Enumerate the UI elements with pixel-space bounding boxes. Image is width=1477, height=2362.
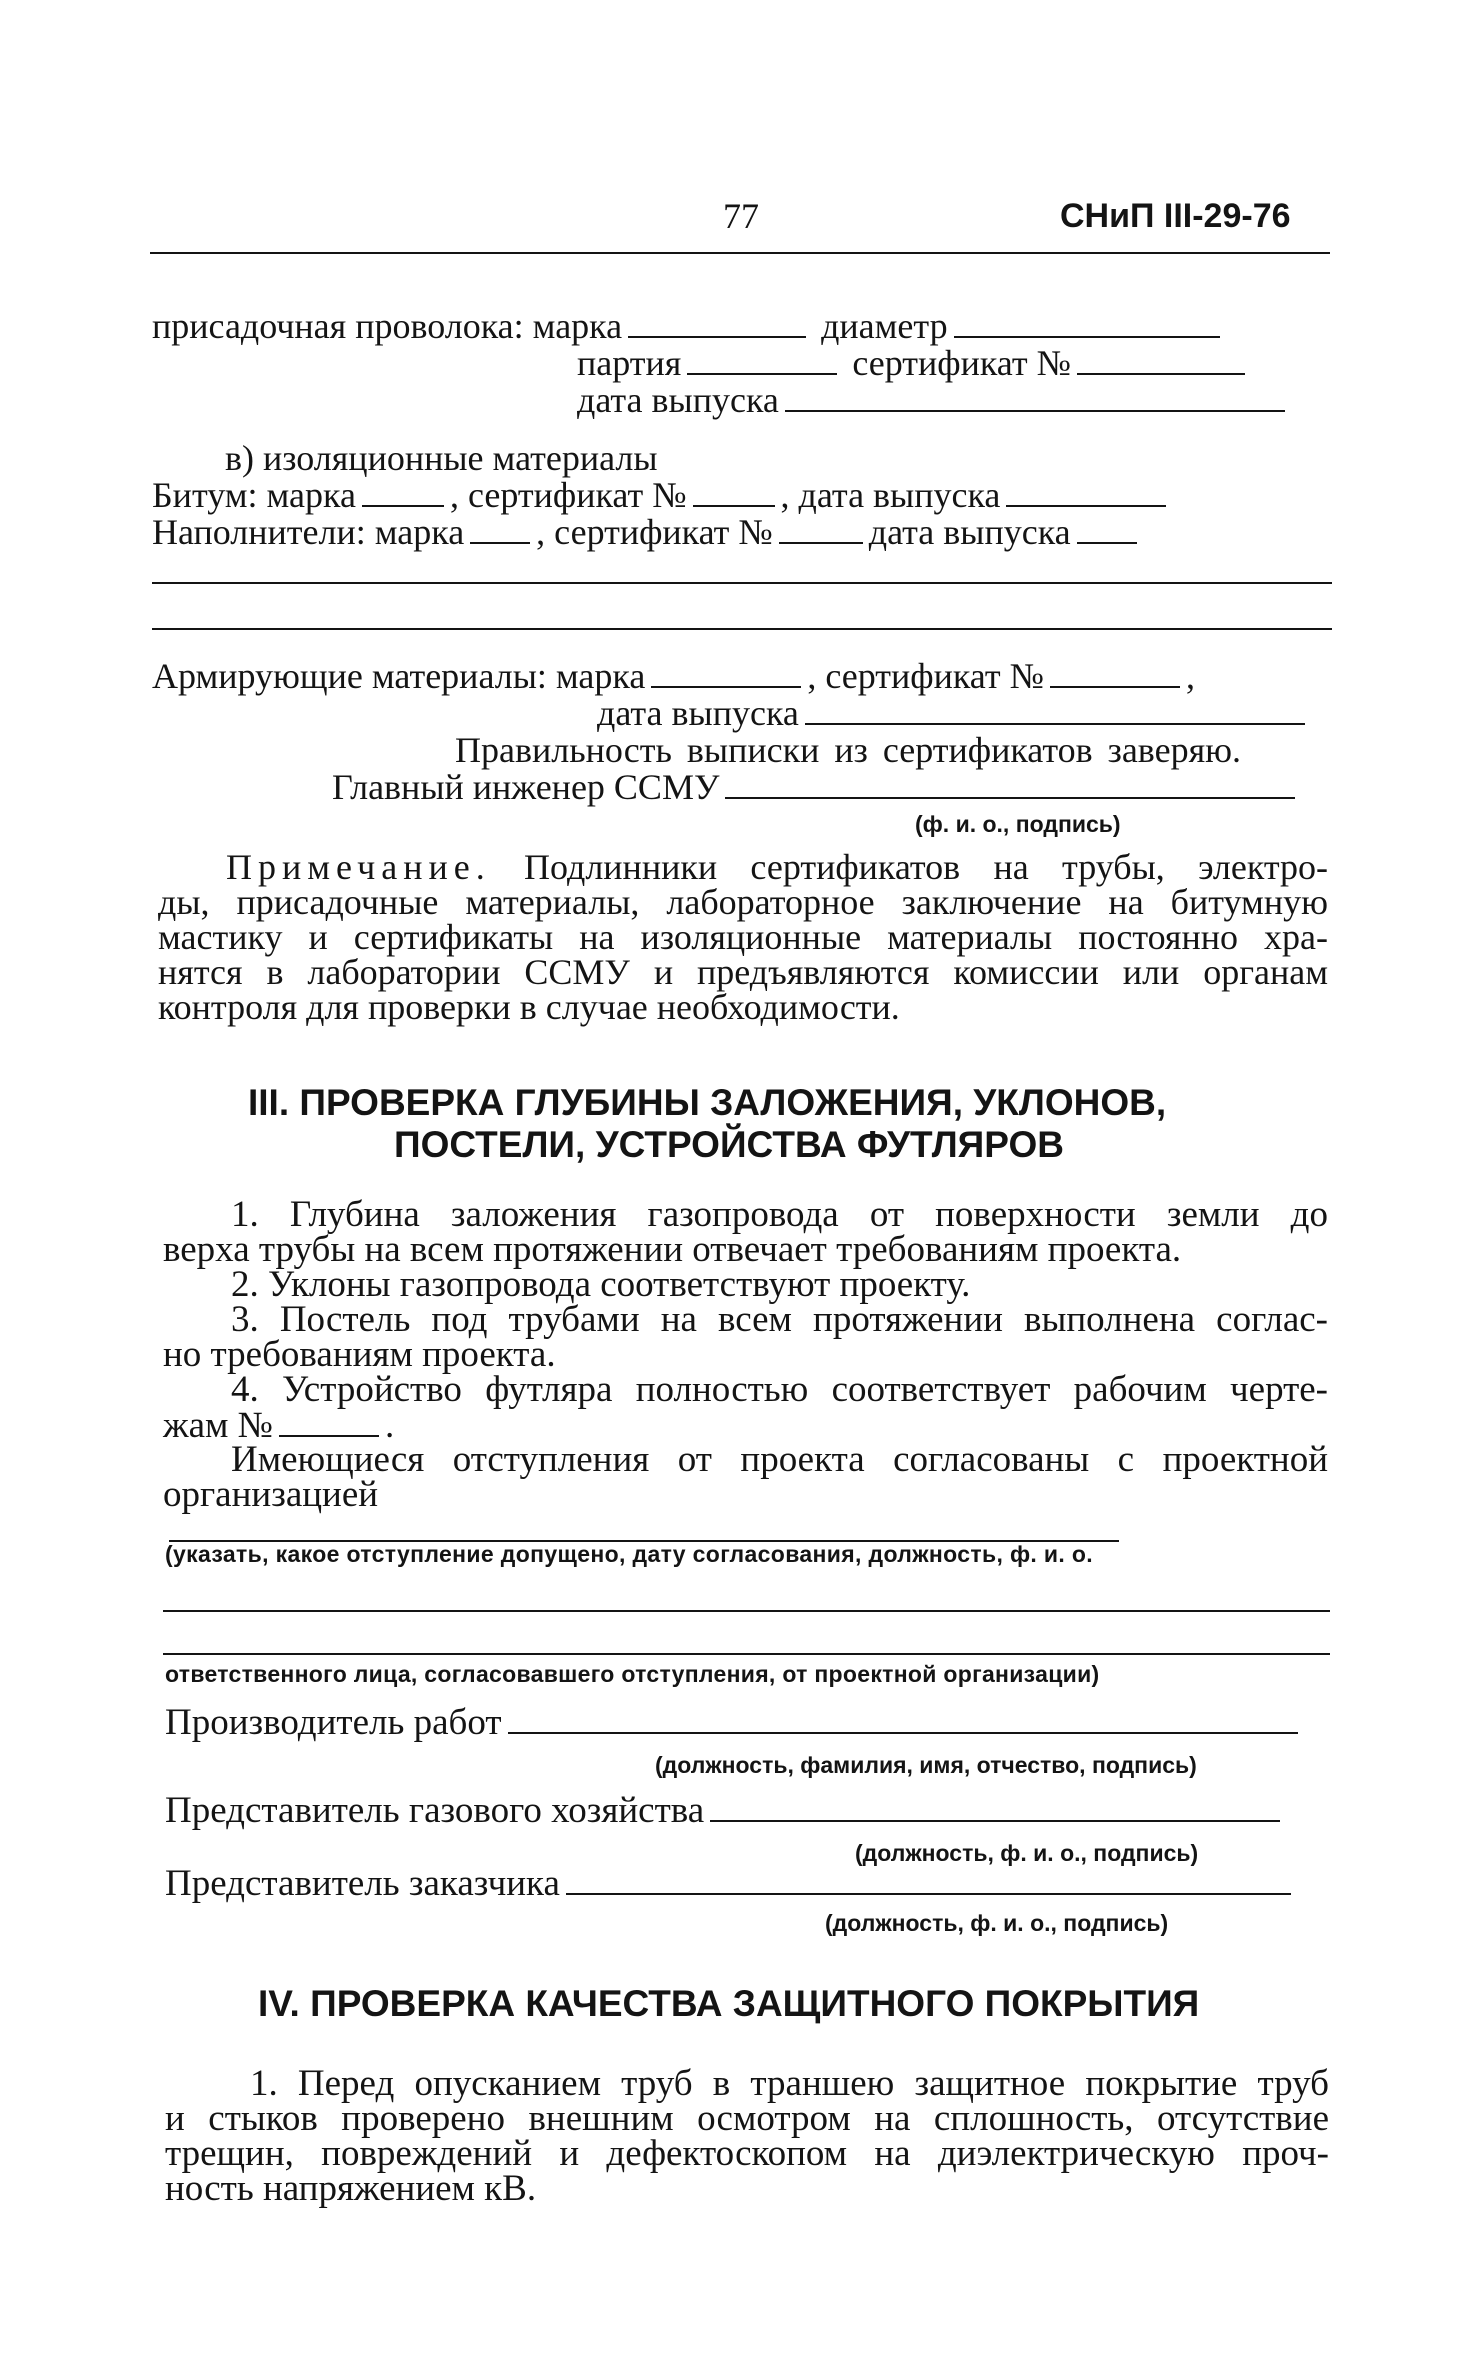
note-line-2: ды, присадочные материалы, лабораторное заключение на битумную xyxy=(158,882,1328,922)
deviation-blank-line-1[interactable] xyxy=(163,1610,1330,1612)
customer-rep-row xyxy=(165,1863,1297,1904)
s3-deviation-line1: Имеющиеся отступления от проекта согласованы с проектной xyxy=(231,1439,1328,1480)
s4-line1: 1. Перед опусканием труб в траншею защитное покрытие труб xyxy=(250,2063,1329,2104)
blank-line-1[interactable] xyxy=(152,582,1332,584)
fillers-date-label: дата выпуска xyxy=(868,512,1071,552)
filler-wire-row xyxy=(152,306,1226,346)
filler-wire-certificate-label: сертификат № xyxy=(852,343,1071,383)
reinforcing-cert-label: , сертификат № xyxy=(807,656,1044,696)
s3-p3-line2: но требованиям проекта. xyxy=(163,1334,556,1375)
bitumen-cert-label: , сертификат № xyxy=(449,475,687,515)
s3-p1-line2: верха трубы на всем протяжении отвечает требованиям проекта. xyxy=(163,1229,1182,1270)
chief-engineer-blank[interactable] xyxy=(725,767,1295,799)
filler-wire-brand-blank[interactable] xyxy=(628,306,806,338)
bitumen-cert-blank[interactable] xyxy=(693,475,775,507)
reinforcing-row xyxy=(152,656,1195,696)
customer-rep-blank[interactable] xyxy=(566,1863,1291,1895)
reinforcing-brand-blank[interactable] xyxy=(651,656,801,688)
filler-wire-date-blank[interactable] xyxy=(785,380,1285,412)
section3-title-line1: III. ПРОВЕРКА ГЛУБИНЫ ЗАЛОЖЕНИЯ, УКЛОНОВ, xyxy=(248,1082,1167,1123)
filler-wire-certificate-blank[interactable] xyxy=(1077,343,1245,375)
customer-rep-caption: (должность, ф. и. о., подпись) xyxy=(825,1910,1169,1936)
document-code: СНиП III-29-76 xyxy=(1060,197,1291,235)
bitumen-label: Битум: марка xyxy=(152,475,356,515)
bitumen-date-label: , дата выпуска xyxy=(780,475,1001,515)
bitumen-brand-blank[interactable] xyxy=(362,475,444,507)
note-line-1 xyxy=(158,847,1328,887)
filler-wire-batch-label: партия xyxy=(577,343,682,383)
note-line-4: нятся в лаборатории ССМУ и предъявляются комиссии или органам xyxy=(158,952,1328,992)
reinforcing-date-label: дата выпуска xyxy=(597,693,799,733)
deviation-caption-2: ответственного лица, согласовавшего отступления, от проектной организации) xyxy=(165,1661,1100,1687)
filler-wire-batch-blank[interactable] xyxy=(687,343,837,375)
s3-p4-line1: 4. Устройство футляра полностью соответствует рабочим черте- xyxy=(231,1369,1328,1410)
section4-body xyxy=(165,2063,1329,2209)
gas-rep-row xyxy=(165,1790,1286,1831)
s4-line3: трещин, повреждений и дефектоскопом на диэлектрическую проч- xyxy=(165,2133,1329,2174)
section3-body xyxy=(163,1194,1328,1515)
fillers-cert-label: , сертификат № xyxy=(536,512,773,552)
gas-rep-blank[interactable] xyxy=(710,1790,1280,1822)
reinforcing-cert-blank[interactable] xyxy=(1050,656,1180,688)
s3-p3-line1: 3. Постель под трубами на всем протяжении выполнена соглас- xyxy=(231,1299,1328,1340)
filler-wire-brand-label: марка xyxy=(532,306,623,346)
insulation-heading: в) изоляционные материалы xyxy=(225,438,658,478)
filler-wire-label: присадочная проволока: xyxy=(152,306,524,346)
chief-engineer-row xyxy=(332,767,1301,807)
fillers-date-blank[interactable] xyxy=(1077,512,1137,544)
customer-rep-label: Представитель заказчика xyxy=(165,1863,560,1904)
section3-title-line2: ПОСТЕЛИ, УСТРОЙСТВА ФУТЛЯРОВ xyxy=(394,1124,1064,1165)
reinforcing-date-row xyxy=(597,693,1311,733)
filler-wire-batch-row xyxy=(577,343,1251,383)
s3-p4-line2 xyxy=(163,1405,1328,1446)
filler-wire-date-row xyxy=(577,380,1291,420)
blank-line-2[interactable] xyxy=(152,628,1332,630)
section4-title: IV. ПРОВЕРКА КАЧЕСТВА ЗАЩИТНОГО ПОКРЫТИЯ xyxy=(258,1983,1200,2024)
header-rule xyxy=(150,252,1330,254)
filler-wire-date-label: дата выпуска xyxy=(577,380,779,420)
s4-line4: ность напряжением кВ. xyxy=(165,2168,537,2209)
chief-engineer-label: Главный инженер ССМУ xyxy=(332,767,720,807)
reinforcing-date-blank[interactable] xyxy=(805,693,1305,725)
certify-statement: Правильность выписки из сертификатов заверяю. xyxy=(455,730,1242,770)
fillers-row xyxy=(152,512,1143,552)
s3-deviation-line2 xyxy=(163,1474,1328,1515)
fillers-cert-blank[interactable] xyxy=(779,512,863,544)
filler-wire-diameter-blank[interactable] xyxy=(954,306,1220,338)
s3-p4-end: . xyxy=(384,1405,395,1446)
s3-drawing-number-blank[interactable] xyxy=(279,1407,379,1437)
works-manager-row xyxy=(165,1702,1304,1743)
s3-deviation-blank[interactable] xyxy=(169,1512,1119,1542)
reinforcing-comma: , xyxy=(1185,656,1195,696)
fillers-brand-blank[interactable] xyxy=(470,512,530,544)
s3-deviation-label: организацией xyxy=(163,1474,379,1515)
s3-p4-drawing-label: жам № xyxy=(163,1405,273,1446)
works-manager-caption: (должность, фамилия, имя, отчество, подпись) xyxy=(655,1752,1197,1778)
page-number: 77 xyxy=(723,196,759,236)
gas-rep-caption: (должность, ф. и. о., подпись) xyxy=(855,1840,1199,1866)
s4-line2: и стыков проверено внешним осмотром на сплошность, отсутствие xyxy=(165,2098,1329,2139)
reinforcing-label: Армирующие материалы: марка xyxy=(152,656,646,696)
note-line-3: мастику и сертификаты на изоляционные материалы постоянно хра- xyxy=(158,917,1328,957)
chief-engineer-caption: (ф. и. о., подпись) xyxy=(915,811,1121,837)
filler-wire-diameter-label: диаметр xyxy=(821,306,948,346)
works-manager-blank[interactable] xyxy=(508,1702,1298,1734)
deviation-caption-1: (указать, какое отступление допущено, дату согласования, должность, ф. и. о. xyxy=(165,1541,1094,1567)
s3-p1-line1: 1. Глубина заложения газопровода от поверхности земли до xyxy=(231,1194,1328,1235)
note-text-1: Подлинники сертификатов на трубы, электро- xyxy=(524,847,1328,887)
s3-p2: 2. Уклоны газопровода соответствуют проекту. xyxy=(231,1264,971,1305)
bitumen-date-blank[interactable] xyxy=(1006,475,1166,507)
works-manager-label: Производитель работ xyxy=(165,1702,502,1743)
note-block xyxy=(158,847,1328,1027)
fillers-label: Наполнители: марка xyxy=(152,512,465,552)
deviation-blank-line-2[interactable] xyxy=(163,1653,1330,1655)
gas-rep-label: Представитель газового хозяйства xyxy=(165,1790,705,1831)
note-title: Примечание. xyxy=(226,847,491,887)
note-line-5: контроля для проверки в случае необходимости. xyxy=(158,987,900,1027)
bitumen-row xyxy=(152,475,1172,515)
